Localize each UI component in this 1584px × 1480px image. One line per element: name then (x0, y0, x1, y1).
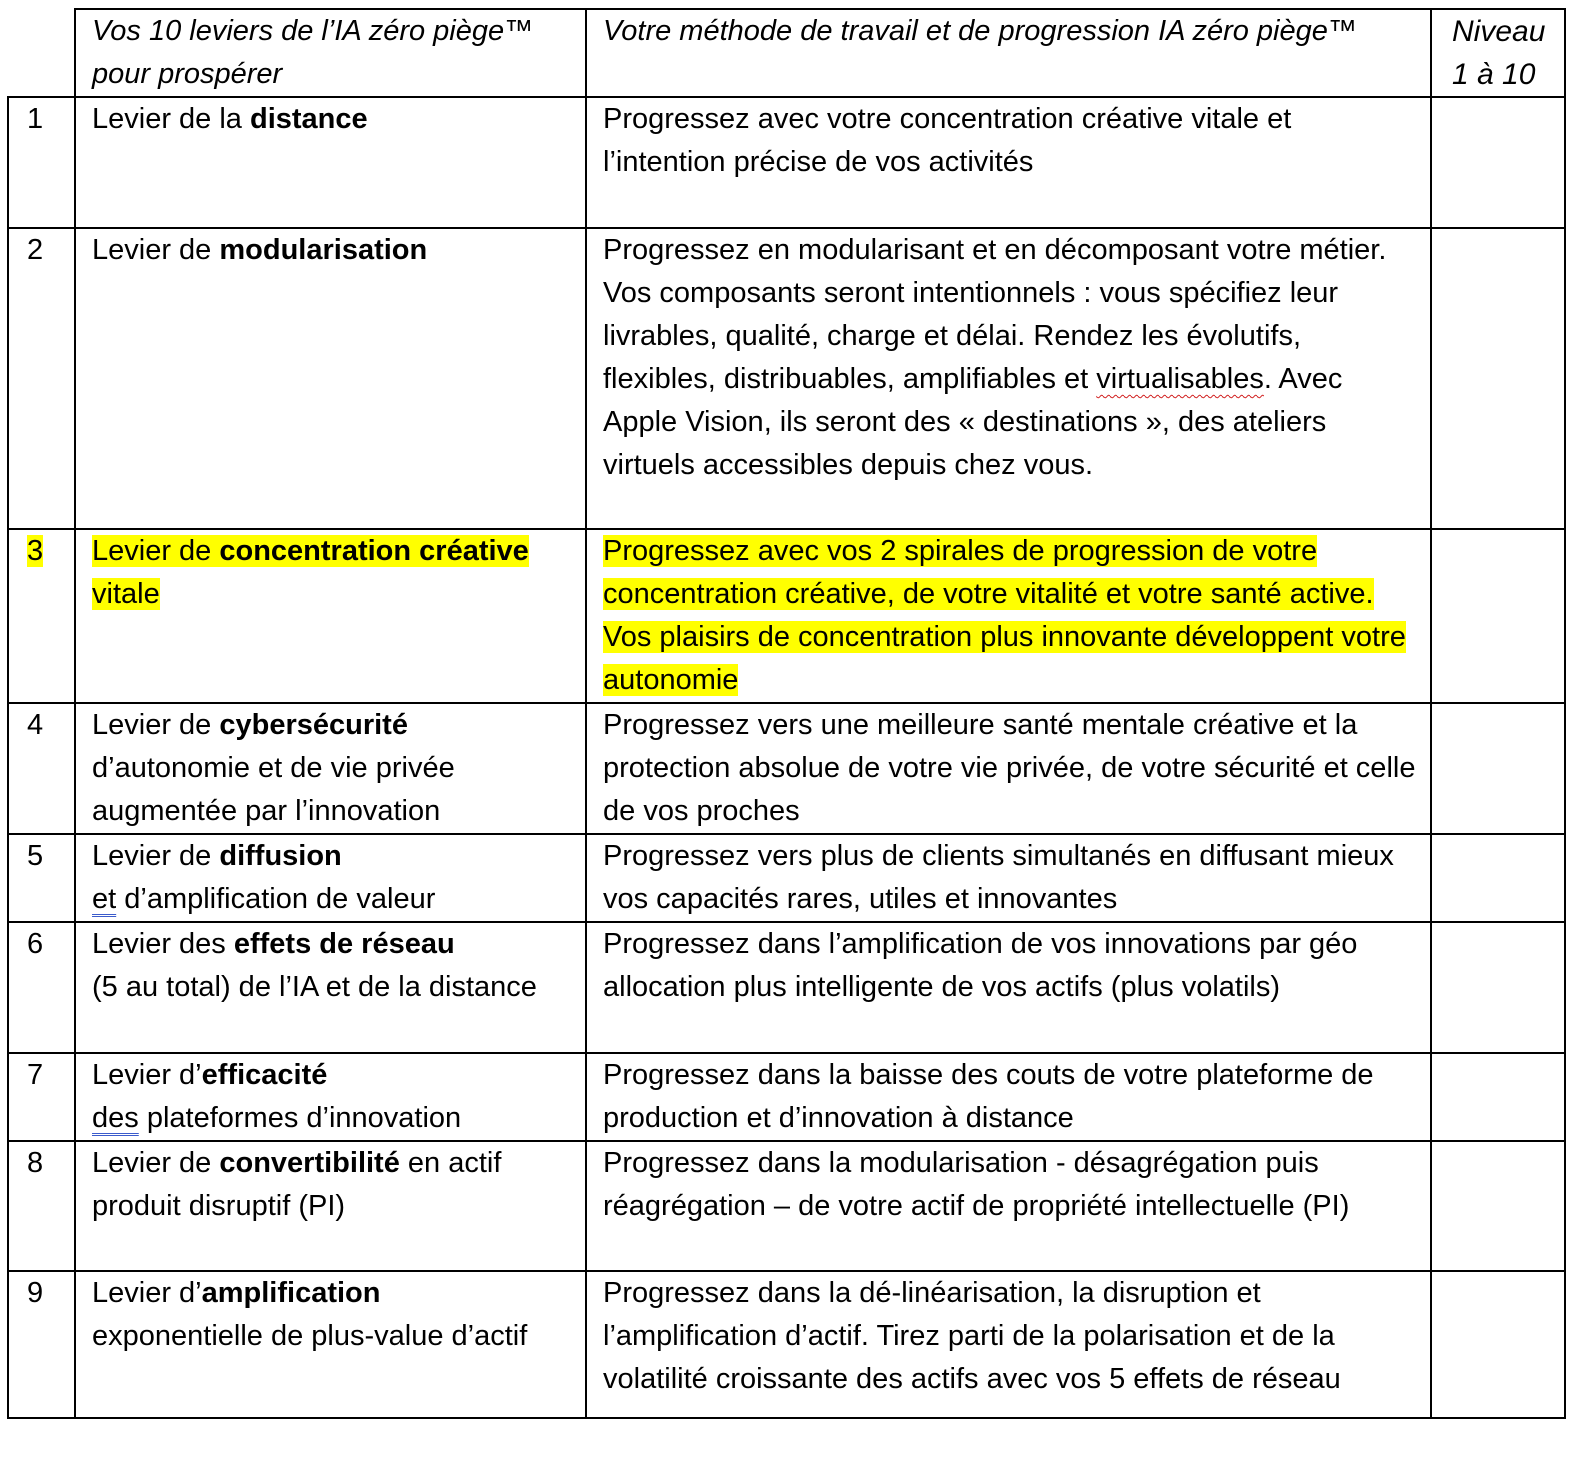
method-cell: Progressez dans la baisse des couts de votre plateforme de production et d’innovation à distance (586, 1053, 1431, 1141)
lever-keyword: diffusion (219, 840, 342, 872)
lever-cell (75, 1053, 586, 1141)
row-number (8, 529, 75, 703)
lever-cell (75, 529, 586, 703)
header-empty-cell (8, 9, 75, 97)
header-method: Votre méthode de travail et de progression IA zéro piège™ (586, 9, 1431, 97)
header-levers: Vos 10 leviers de l’IA zéro piège™ pour prospérer (75, 9, 586, 97)
lever-prefix: Levier des (92, 928, 234, 960)
level-cell[interactable] (1431, 1141, 1565, 1271)
level-cell[interactable] (1431, 703, 1565, 834)
level-cell[interactable] (1431, 834, 1565, 922)
row-number: 1 (8, 97, 75, 228)
method-text: Progressez en modularisant et en décomposant votre métier. Vos composants seront intentionnels : vous spécifiez leur livrables, qualité, charge et délai. Rendez les évolutifs, flexibles, distribuables, amplifiables et (603, 234, 1387, 395)
method-text: . Avec Apple Vision, ils seront des « destinations », des ateliers virtuels accessibles depuis chez vous. (603, 363, 1343, 481)
levers-table (7, 8, 1566, 1419)
table-row (8, 1141, 1565, 1271)
table-row (8, 529, 1565, 703)
header-level-line1: Niveau (1452, 15, 1546, 48)
method-cell: Progressez dans l’amplification de vos innovations par géo allocation plus intelligente de vos actifs (plus volatils) (586, 922, 1431, 1053)
row-number: 4 (8, 703, 75, 834)
lever-cell (75, 834, 586, 922)
level-cell[interactable] (1431, 1271, 1565, 1418)
lever-cell (75, 1141, 586, 1271)
lever-keyword: convertibilité (219, 1147, 400, 1179)
lever-keyword: cybersécurité (219, 709, 408, 741)
highlighted-lever (92, 535, 529, 610)
lever-prefix: Levier de (92, 709, 220, 741)
lever-prefix: Levier de la (92, 103, 250, 135)
header-level-line2: 1 à 10 (1452, 58, 1536, 91)
row-number: 2 (8, 228, 75, 529)
header-level (1431, 9, 1565, 97)
grammar-flagged-word[interactable]: et (92, 883, 117, 915)
row-number: 6 (8, 922, 75, 1053)
lever-keyword: concentration créative (219, 535, 529, 567)
lever-cell (75, 1271, 586, 1418)
lever-cell (75, 922, 586, 1053)
table-row (8, 834, 1565, 922)
lever-suffix: d’amplification de valeur (116, 883, 436, 915)
row-number: 5 (8, 834, 75, 922)
table-row (8, 228, 1565, 529)
table-row (8, 1271, 1565, 1418)
table-row (8, 703, 1565, 834)
table-row (8, 1053, 1565, 1141)
method-cell: Progressez vers plus de clients simultanés en diffusant mieux vos capacités rares, utiles et innovantes (586, 834, 1431, 922)
lever-cell (75, 228, 586, 529)
table-row (8, 97, 1565, 228)
method-cell: Progressez dans la dé-linéarisation, la disruption et l’amplification d’actif. Tirez parti de la polarisation et de la volatilité croissante des actifs avec vos 5 effets de réseau (586, 1271, 1431, 1418)
lever-suffix: plateformes d’innovation (138, 1102, 462, 1134)
lever-suffix: d’autonomie et de vie privée augmentée par l’innovation (92, 752, 455, 827)
table-header-row (8, 9, 1565, 97)
method-cell (586, 529, 1431, 703)
lever-prefix: Levier de (92, 840, 220, 872)
lever-prefix: Levier d’ (92, 1277, 202, 1309)
lever-cell (75, 97, 586, 228)
level-cell[interactable] (1431, 922, 1565, 1053)
grammar-flagged-word[interactable]: des (92, 1102, 139, 1134)
lever-cell (75, 703, 586, 834)
method-cell: Progressez vers une meilleure santé mentale créative et la protection absolue de votre vie privée, de votre sécurité et celle de vos proches (586, 703, 1431, 834)
highlighted-number: 3 (27, 535, 44, 567)
row-number: 9 (8, 1271, 75, 1418)
lever-prefix: Levier de (92, 535, 220, 567)
method-cell (586, 228, 1431, 529)
lever-keyword: modularisation (219, 234, 428, 266)
lever-suffix: exponentielle de plus-value d’actif (92, 1320, 528, 1352)
level-cell[interactable] (1431, 228, 1565, 529)
level-cell[interactable] (1431, 1053, 1565, 1141)
lever-suffix: vitale (92, 578, 160, 610)
row-number: 8 (8, 1141, 75, 1271)
highlighted-method: Progressez avec vos 2 spirales de progression de votre concentration créative, de votre vitalité et votre santé active. Vos plaisirs de concentration plus innovante développent votre autonomie (603, 535, 1406, 696)
lever-prefix: Levier de (92, 234, 220, 266)
level-cell[interactable] (1431, 529, 1565, 703)
lever-keyword: distance (250, 103, 368, 135)
method-cell: Progressez dans la modularisation - désagrégation puis réagrégation – de votre actif de propriété intellectuelle (PI) (586, 1141, 1431, 1271)
level-cell[interactable] (1431, 97, 1565, 228)
lever-prefix: Levier d’ (92, 1059, 202, 1091)
lever-keyword: amplification (201, 1277, 381, 1309)
lever-suffix: en actif produit disruptif (PI) (92, 1147, 502, 1222)
lever-keyword: effets de réseau (233, 928, 455, 960)
method-cell: Progressez avec votre concentration créative vitale et l’intention précise de vos activités (586, 97, 1431, 228)
spelling-flagged-word[interactable]: virtualisables (1096, 363, 1264, 395)
lever-suffix: (5 au total) de l’IA et de la distance (92, 971, 537, 1003)
table-row (8, 922, 1565, 1053)
row-number: 7 (8, 1053, 75, 1141)
lever-keyword: efficacité (201, 1059, 328, 1091)
lever-prefix: Levier de (92, 1147, 220, 1179)
